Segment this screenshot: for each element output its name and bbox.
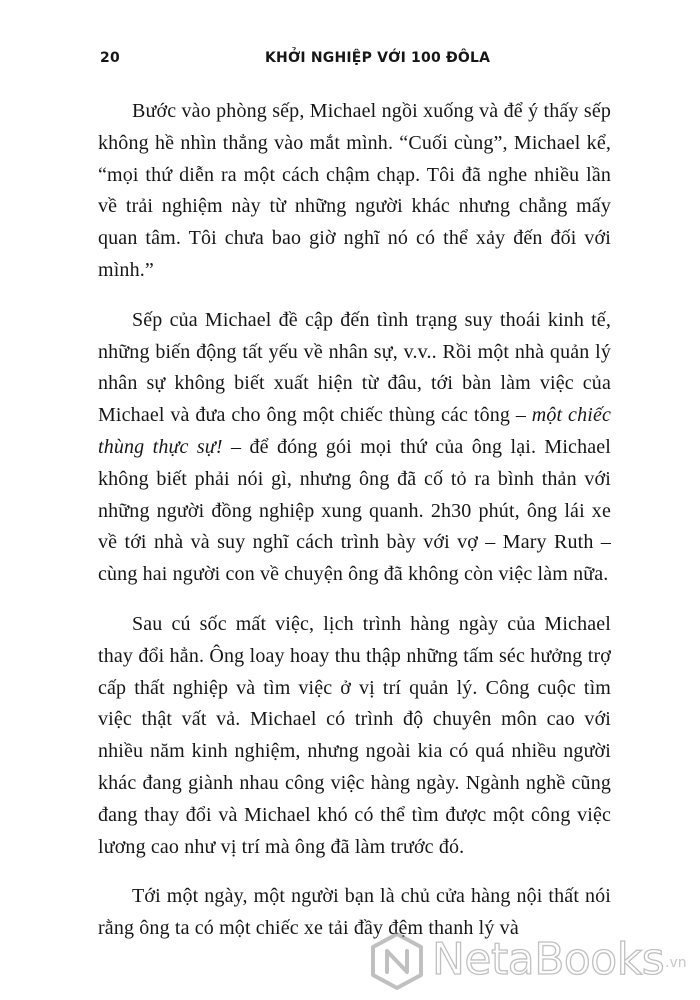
watermark-brand-name: NetaBooks <box>432 934 665 985</box>
body-text <box>98 96 611 945</box>
page-number: 20 <box>100 50 120 66</box>
paragraph-4: Tới một ngày, một người bạn là chủ cửa hàng nội thất nói rằng ông ta có một chiếc xe tải đầy đệm thanh lý và <box>98 885 611 940</box>
netabooks-watermark <box>366 930 696 990</box>
book-title-header: KHỞI NGHIỆP VỚI 100 ĐÔLA <box>265 50 491 66</box>
paragraph-1: Bước vào phòng sếp, Michael ngồi xuống và để ý thấy sếp không hề nhìn thẳng vào mắt mình. “Cuối cùng”, Michael kể, “mọi thứ diễn ra một cách chậm chạp. Tôi đã nghe nhiều lần về trải nghiệm này từ những người khác nhưng chẳng mấy quan tâm. Tôi chưa bao giờ nghĩ nó có thể xảy đến đối với mình.” <box>98 100 611 281</box>
running-header <box>100 50 612 70</box>
book-n-logo-icon <box>366 930 428 992</box>
watermark-domain-suffix: .vn <box>665 955 687 971</box>
italic-emphasis: một chiếc thùng thực sự! <box>98 404 611 458</box>
paragraph-2-start: Sếp của Michael đề cập đến tình trạng suy thoái kinh tế, những biến động tất yếu về nhân sự, v.v.. Rồi một nhà quản lý nhân sự không biết xuất hiện từ đâu, tới bàn làm việc của Michael và đưa cho ông một chiếc thùng các tông – <box>98 308 611 427</box>
paragraph-3: Sau cú sốc mất việc, lịch trình hàng ngày của Michael thay đổi hẳn. Ông loay hoay thu thập những tấm séc hưởng trợ cấp thất nghiệp và tìm việc ở vị trí quản lý. Công cuộc tìm việc thật vất vả. Michael có trình độ chuyên môn cao với nhiều năm kinh nghiệm, nhưng ngoài kia có quá nhiều người khác đang giành nhau công việc hàng ngày. Ngành nghề cũng đang thay đổi và Michael khó có thể tìm được một công việc lương cao như vị trí mà ông đã làm trước đó. <box>98 612 611 858</box>
paragraph-2 <box>98 305 611 591</box>
paragraph-2-end: – để đóng gói mọi thứ của ông lại. Michael không biết phải nói gì, nhưng ông đã cố tỏ ra bình thản với những người đồng nghiệp xung quanh. 2h30 phút, ông lái xe về tới nhà và suy nghĩ cách trình bày với vợ – Mary Ruth – cùng hai người con về chuyện ông đã không còn việc làm nữa. <box>98 435 611 586</box>
